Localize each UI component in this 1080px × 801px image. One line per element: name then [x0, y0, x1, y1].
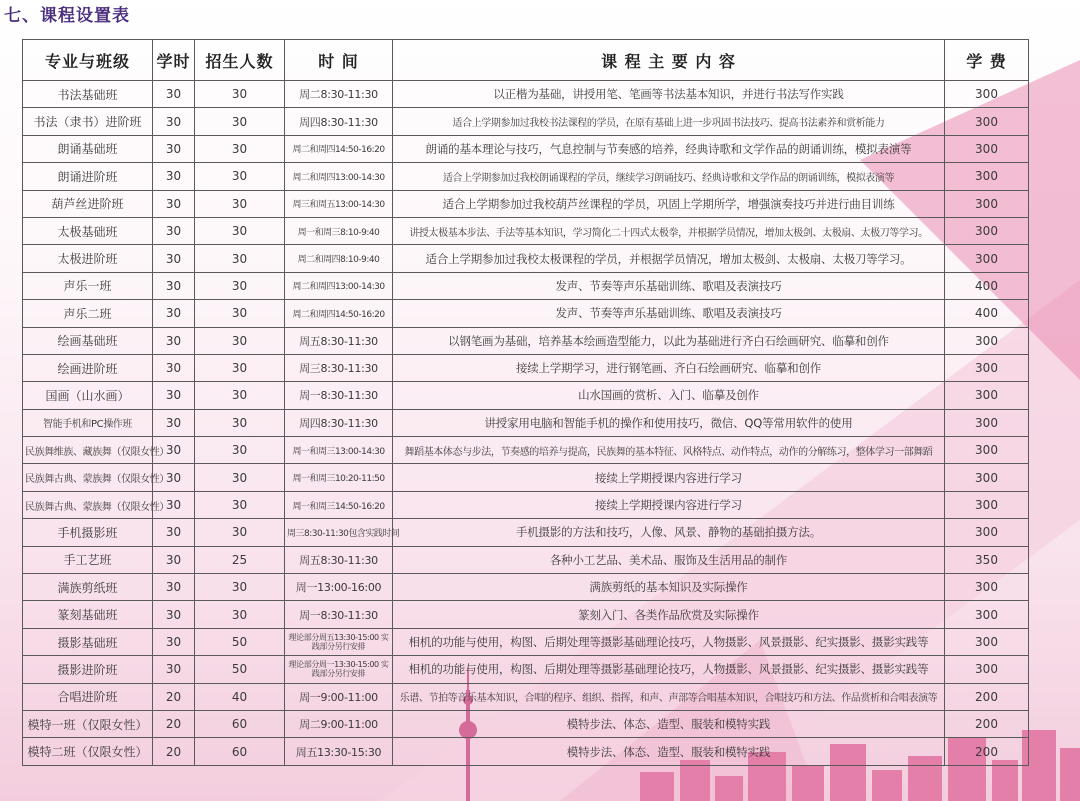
cell-class-name: 绘画基础班 — [23, 327, 153, 354]
cell-fee: 200 — [945, 710, 1029, 737]
cell-fee: 300 — [945, 354, 1029, 381]
table-row — [23, 683, 1029, 710]
cell-hours: 30 — [153, 190, 195, 217]
cell-fee: 350 — [945, 546, 1029, 573]
cell-content: 发声、节奏等声乐基础训练、歌唱及表演技巧 — [393, 272, 945, 299]
cell-content: 适合上学期参加过我校太极课程的学员，并根据学员情况，增加太极剑、太极扇、太极刀等学习。 — [393, 245, 945, 272]
cell-hours: 30 — [153, 546, 195, 573]
cell-content: 接续上学期学习，进行钢笔画、齐白石绘画研究、临摹和创作 — [393, 354, 945, 381]
cell-fee: 300 — [945, 245, 1029, 272]
cell-time: 周一和周三13:00-14:30 — [285, 437, 393, 464]
table-row — [23, 519, 1029, 546]
cell-hours: 20 — [153, 738, 195, 765]
cell-time: 周一9:00-11:00 — [285, 683, 393, 710]
cell-fee: 300 — [945, 437, 1029, 464]
cell-hours: 30 — [153, 81, 195, 108]
cell-class-name: 摄影进阶班 — [23, 656, 153, 683]
cell-class-name: 绘画进阶班 — [23, 354, 153, 381]
table-header-row — [23, 40, 1029, 81]
cell-enrollment: 30 — [195, 519, 285, 546]
cell-time: 理论部分周五13:30-15:00 实践部分另行安排 — [285, 628, 393, 655]
table-row — [23, 437, 1029, 464]
cell-time: 周二9:00-11:00 — [285, 710, 393, 737]
cell-fee: 300 — [945, 217, 1029, 244]
cell-enrollment: 30 — [195, 190, 285, 217]
table-row — [23, 163, 1029, 190]
cell-content: 模特步法、体态、造型、服装和模特实践 — [393, 710, 945, 737]
cell-content: 手机摄影的方法和技巧，人像、风景、静物的基础拍摄方法。 — [393, 519, 945, 546]
cell-time: 周一和周三14:50-16:20 — [285, 491, 393, 518]
cell-content: 山水国画的赏析、入门、临摹及创作 — [393, 382, 945, 409]
table-row — [23, 464, 1029, 491]
cell-time: 周二和周四14:50-16:20 — [285, 135, 393, 162]
cell-content: 朗诵的基本理论与技巧，气息控制与节奏感的培养，经典诗歌和文学作品的朗诵训练，模拟表演等 — [393, 135, 945, 162]
table-row — [23, 190, 1029, 217]
cell-hours: 30 — [153, 437, 195, 464]
header-class: 专业与班级 — [23, 40, 153, 81]
cell-enrollment: 25 — [195, 546, 285, 573]
cell-class-name: 太极基础班 — [23, 217, 153, 244]
cell-time: 周二8:30-11:30 — [285, 81, 393, 108]
cell-class-name: 声乐一班 — [23, 272, 153, 299]
cell-time: 周三8:30-11:30 — [285, 354, 393, 381]
cell-fee: 300 — [945, 108, 1029, 135]
cell-class-name: 朗诵基础班 — [23, 135, 153, 162]
cell-hours: 30 — [153, 108, 195, 135]
cell-enrollment: 50 — [195, 628, 285, 655]
cell-class-name: 民族舞维族、藏族舞（仅限女性） — [23, 437, 153, 464]
cell-content: 以正楷为基础，讲授用笔、笔画等书法基本知识，并进行书法写作实践 — [393, 81, 945, 108]
table-body — [23, 81, 1029, 766]
header-time: 时 间 — [285, 40, 393, 81]
cell-hours: 30 — [153, 217, 195, 244]
cell-class-name: 模特一班（仅限女性） — [23, 710, 153, 737]
cell-enrollment: 30 — [195, 382, 285, 409]
table-row — [23, 574, 1029, 601]
cell-enrollment: 30 — [195, 409, 285, 436]
cell-enrollment: 30 — [195, 574, 285, 601]
cell-enrollment: 30 — [195, 135, 285, 162]
header-fee: 学 费 — [945, 40, 1029, 81]
cell-fee: 300 — [945, 409, 1029, 436]
cell-content: 适合上学期参加过我校朗诵课程的学员，继续学习朗诵技巧、经典诗歌和文学作品的朗诵训练，模拟表演等 — [393, 163, 945, 190]
cell-enrollment: 30 — [195, 437, 285, 464]
course-table — [22, 39, 1029, 766]
cell-enrollment: 50 — [195, 656, 285, 683]
cell-hours: 30 — [153, 574, 195, 601]
table-row — [23, 601, 1029, 628]
cell-time: 周五8:30-11:30 — [285, 327, 393, 354]
cell-time: 周四8:30-11:30 — [285, 409, 393, 436]
cell-enrollment: 30 — [195, 272, 285, 299]
cell-enrollment: 30 — [195, 245, 285, 272]
cell-enrollment: 30 — [195, 354, 285, 381]
cell-class-name: 合唱进阶班 — [23, 683, 153, 710]
cell-enrollment: 30 — [195, 601, 285, 628]
cell-enrollment: 30 — [195, 108, 285, 135]
cell-content: 模特步法、体态、造型、服装和模特实践 — [393, 738, 945, 765]
cell-enrollment: 30 — [195, 81, 285, 108]
cell-fee: 300 — [945, 327, 1029, 354]
table-row — [23, 628, 1029, 655]
cell-hours: 20 — [153, 683, 195, 710]
cell-class-name: 朗诵进阶班 — [23, 163, 153, 190]
cell-time: 周二和周四13:00-14:30 — [285, 272, 393, 299]
cell-class-name: 书法（隶书）进阶班 — [23, 108, 153, 135]
cell-content: 讲授太极基本步法、手法等基本知识，学习简化二十四式太极拳，并根据学员情况，增加太极剑、太极扇、太极刀等学习。 — [393, 217, 945, 244]
cell-class-name: 民族舞古典、蒙族舞（仅限女性） — [23, 491, 153, 518]
cell-enrollment: 30 — [195, 327, 285, 354]
cell-hours: 30 — [153, 628, 195, 655]
cell-fee: 400 — [945, 300, 1029, 327]
table-row — [23, 135, 1029, 162]
page-title: 七、课程设置表 — [4, 6, 130, 26]
cell-fee: 300 — [945, 519, 1029, 546]
cell-hours: 30 — [153, 601, 195, 628]
cell-content: 相机的功能与使用，构图、后期处理等摄影基础理论技巧，人物摄影、风景摄影、纪实摄影、摄影实践等 — [393, 656, 945, 683]
cell-hours: 30 — [153, 300, 195, 327]
cell-fee: 300 — [945, 601, 1029, 628]
cell-hours: 30 — [153, 491, 195, 518]
cell-fee: 300 — [945, 135, 1029, 162]
cell-enrollment: 30 — [195, 217, 285, 244]
cell-time: 理论部分周一13:30-15:00 实践部分另行安排 — [285, 656, 393, 683]
cell-class-name: 手工艺班 — [23, 546, 153, 573]
cell-time: 周一和周三8:10-9:40 — [285, 217, 393, 244]
cell-time: 周一8:30-11:30 — [285, 601, 393, 628]
table-row — [23, 300, 1029, 327]
cell-class-name: 手机摄影班 — [23, 519, 153, 546]
cell-time: 周二和周四13:00-14:30 — [285, 163, 393, 190]
cell-hours: 30 — [153, 327, 195, 354]
table-row — [23, 491, 1029, 518]
cell-class-name: 民族舞古典、蒙族舞（仅限女性） — [23, 464, 153, 491]
cell-hours: 30 — [153, 382, 195, 409]
header-enrollment: 招生人数 — [195, 40, 285, 81]
cell-content: 适合上学期参加过我校书法课程的学员，在原有基础上进一步巩固书法技巧、提高书法素养和赏析能力 — [393, 108, 945, 135]
cell-enrollment: 30 — [195, 491, 285, 518]
cell-hours: 30 — [153, 409, 195, 436]
cell-content: 相机的功能与使用，构图、后期处理等摄影基础理论技巧，人物摄影、风景摄影、纪实摄影、摄影实践等 — [393, 628, 945, 655]
cell-class-name: 太极进阶班 — [23, 245, 153, 272]
cell-content: 各种小工艺品、美术品、服饰及生活用品的制作 — [393, 546, 945, 573]
cell-fee: 300 — [945, 656, 1029, 683]
cell-fee: 300 — [945, 628, 1029, 655]
cell-content: 发声、节奏等声乐基础训练、歌唱及表演技巧 — [393, 300, 945, 327]
cell-enrollment: 30 — [195, 163, 285, 190]
cell-fee: 400 — [945, 272, 1029, 299]
cell-content: 适合上学期参加过我校葫芦丝课程的学员，巩固上学期所学，增强演奏技巧并进行曲目训练 — [393, 190, 945, 217]
table-row — [23, 272, 1029, 299]
cell-content: 以钢笔画为基础，培养基本绘画造型能力，以此为基础进行齐白石绘画研究、临摹和创作 — [393, 327, 945, 354]
cell-fee: 300 — [945, 464, 1029, 491]
table-row — [23, 409, 1029, 436]
cell-fee: 300 — [945, 163, 1029, 190]
cell-hours: 30 — [153, 135, 195, 162]
cell-content: 篆刻入门、各类作品欣赏及实际操作 — [393, 601, 945, 628]
table-row — [23, 81, 1029, 108]
cell-hours: 30 — [153, 656, 195, 683]
table-row — [23, 245, 1029, 272]
cell-class-name: 满族剪纸班 — [23, 574, 153, 601]
cell-class-name: 智能手机和PC操作班 — [23, 409, 153, 436]
cell-time: 周二和周四14:50-16:20 — [285, 300, 393, 327]
cell-hours: 30 — [153, 519, 195, 546]
cell-time: 周四8:30-11:30 — [285, 108, 393, 135]
cell-class-name: 书法基础班 — [23, 81, 153, 108]
cell-time: 周一8:30-11:30 — [285, 382, 393, 409]
cell-fee: 300 — [945, 190, 1029, 217]
table-row — [23, 546, 1029, 573]
cell-time: 周二和周四8:10-9:40 — [285, 245, 393, 272]
cell-hours: 30 — [153, 272, 195, 299]
header-content: 课 程 主 要 内 容 — [393, 40, 945, 81]
cell-content: 讲授家用电脑和智能手机的操作和使用技巧，微信、QQ等常用软件的使用 — [393, 409, 945, 436]
cell-time: 周三和周五13:00-14:30 — [285, 190, 393, 217]
header-hours: 学时 — [153, 40, 195, 81]
cell-fee: 300 — [945, 491, 1029, 518]
cell-content: 乐谱、节拍等音乐基本知识，合唱的程序、组织、指挥，和声、声部等合唱基本知识，合唱技巧和方法、作品赏析和合唱表演等 — [393, 683, 945, 710]
cell-hours: 20 — [153, 710, 195, 737]
cell-enrollment: 30 — [195, 300, 285, 327]
table-row — [23, 382, 1029, 409]
cell-content: 舞蹈基本体态与步法，节奏感的培养与提高，民族舞的基本特征、风格特点、动作特点，动作的分解练习，整体学习一部舞蹈 — [393, 437, 945, 464]
table-row — [23, 327, 1029, 354]
cell-enrollment: 60 — [195, 738, 285, 765]
cell-fee: 200 — [945, 683, 1029, 710]
cell-time: 周一和周三10:20-11:50 — [285, 464, 393, 491]
table-row — [23, 738, 1029, 765]
cell-fee: 200 — [945, 738, 1029, 765]
cell-hours: 30 — [153, 163, 195, 190]
table-row — [23, 108, 1029, 135]
table-row — [23, 710, 1029, 737]
cell-time: 周五8:30-11:30 — [285, 546, 393, 573]
table-row — [23, 656, 1029, 683]
cell-class-name: 声乐二班 — [23, 300, 153, 327]
cell-enrollment: 40 — [195, 683, 285, 710]
table-row — [23, 354, 1029, 381]
cell-enrollment: 60 — [195, 710, 285, 737]
cell-class-name: 葫芦丝进阶班 — [23, 190, 153, 217]
cell-hours: 30 — [153, 464, 195, 491]
cell-hours: 30 — [153, 245, 195, 272]
cell-enrollment: 30 — [195, 464, 285, 491]
cell-class-name: 摄影基础班 — [23, 628, 153, 655]
cell-class-name: 国画（山水画） — [23, 382, 153, 409]
cell-fee: 300 — [945, 382, 1029, 409]
cell-class-name: 篆刻基础班 — [23, 601, 153, 628]
cell-time: 周五13:30-15:30 — [285, 738, 393, 765]
table-row — [23, 217, 1029, 244]
cell-hours: 30 — [153, 354, 195, 381]
cell-fee: 300 — [945, 81, 1029, 108]
cell-content: 满族剪纸的基本知识及实际操作 — [393, 574, 945, 601]
cell-time: 周三8:30-11:30包含实践时间 — [285, 519, 393, 546]
cell-time: 周一13:00-16:00 — [285, 574, 393, 601]
cell-class-name: 模特二班（仅限女性） — [23, 738, 153, 765]
cell-fee: 300 — [945, 574, 1029, 601]
cell-content: 接续上学期授课内容进行学习 — [393, 464, 945, 491]
cell-content: 接续上学期授课内容进行学习 — [393, 491, 945, 518]
